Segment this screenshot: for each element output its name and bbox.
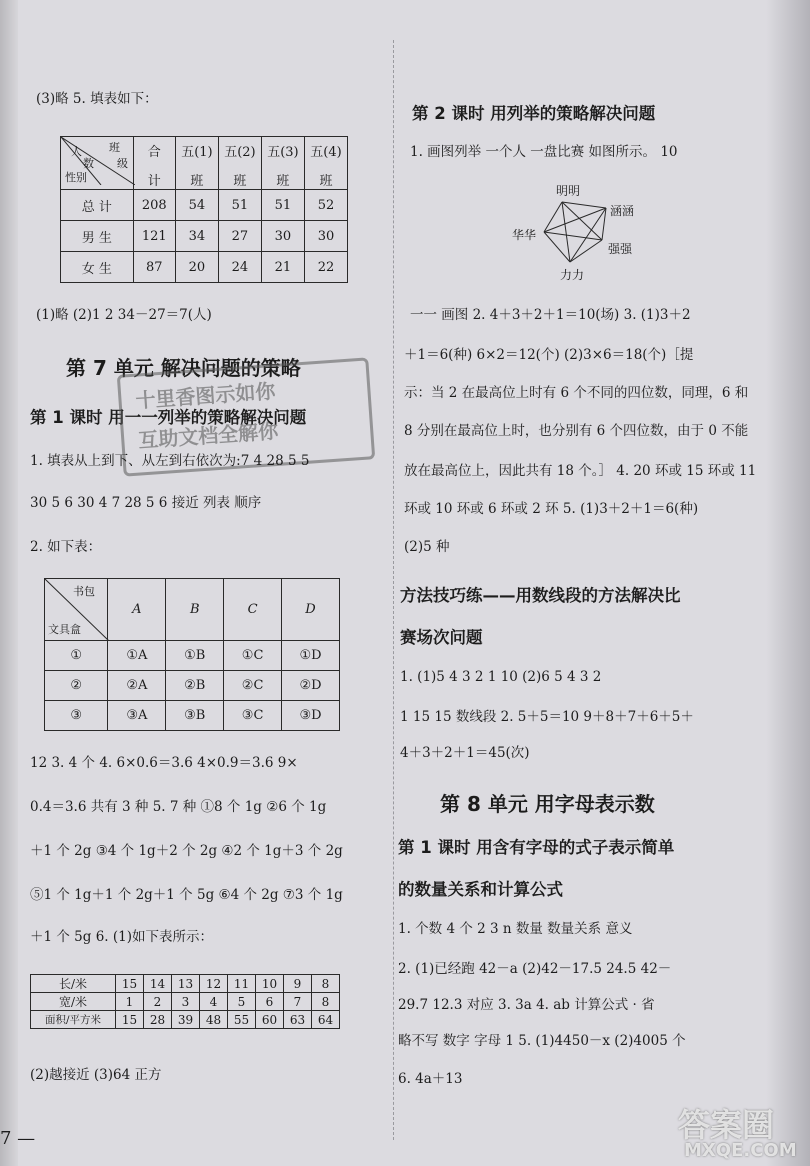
- cell: 8: [312, 975, 340, 993]
- method-heading-2: 赛场次问题: [400, 628, 483, 647]
- row-label: 长/米: [31, 975, 116, 993]
- right-line-9: 1. (1)5 4 3 2 1 10 (2)6 5 4 3 2: [400, 669, 602, 685]
- table-row: [61, 190, 348, 221]
- cell: 28: [144, 1011, 172, 1029]
- col-header-top: 五(4): [310, 145, 342, 160]
- col-header: B: [166, 579, 224, 641]
- match-diagram: [502, 178, 662, 290]
- q1-line-b: 30 5 6 30 4 7 28 5 6 接近 列表 顺序: [30, 495, 262, 511]
- node-hanhan: 涵涵: [610, 204, 635, 218]
- col-header: [304, 137, 347, 190]
- page-edge-shadow: [766, 0, 810, 1166]
- col-header-bottom: 班: [190, 174, 204, 189]
- cell: ③C: [224, 701, 282, 731]
- left-line-2: (1)略 (2)1 2 34－27＝7(人): [36, 307, 212, 323]
- unit-7-heading: 第 7 单元 解决问题的策略: [66, 356, 301, 380]
- cell: 9: [284, 975, 312, 993]
- class-table: [60, 136, 348, 283]
- corner-label: 数: [83, 157, 94, 170]
- right-line-4: 示：当 2 在最高位上时有 6 个不同的四位数，同理，6 和: [404, 385, 749, 401]
- right-line-3: ＋1＝6(种) 6×2＝12(个) (2)3×6＝18(个)［提: [404, 347, 694, 363]
- column-divider: [393, 40, 394, 1140]
- right-line-10: 1 15 15 数线段 2. 5＋5＝10 9＋8＋7＋6＋5＋: [400, 709, 694, 725]
- cell: 63: [284, 1011, 312, 1029]
- lesson-3-heading-a: 第 1 课时 用含有字母的式子表示简单: [398, 838, 675, 857]
- right-line-2: 一一 画图 2. 4＋3＋2＋1＝10(场) 3. (1)3＋2: [410, 307, 691, 323]
- stamp-line: 互助文档全解你: [137, 418, 279, 453]
- right-line-8: (2)5 种: [404, 539, 450, 555]
- col-header-top: 五(3): [267, 145, 299, 160]
- cell: ③A: [108, 701, 166, 731]
- lesson-1-heading: 第 1 课时 用一一列举的策略解决问题: [30, 408, 307, 427]
- table-row: [31, 993, 340, 1011]
- cell: ③B: [166, 701, 224, 731]
- corner-label: 人: [71, 145, 82, 158]
- cell: 8: [312, 993, 340, 1011]
- cell: 15: [116, 1011, 144, 1029]
- right-line-7: 环或 10 环或 6 环或 2 环 5. (1)3＋2＋1＝6(种): [404, 501, 699, 517]
- col-header: [261, 137, 304, 190]
- table-row: [31, 1011, 340, 1029]
- cell: 30: [261, 221, 304, 252]
- cell: 48: [200, 1011, 228, 1029]
- right-line-6: 放在最高位上，因此共有 18 个。］ 4. 20 环或 15 环或 11: [404, 463, 757, 479]
- cell: 24: [218, 252, 261, 283]
- col-header-top: 五(1): [181, 145, 213, 160]
- corner-label: 文具盒: [48, 623, 81, 636]
- cell: 20: [175, 252, 218, 283]
- corner-label: 性别: [65, 171, 87, 184]
- q2-line: 2. 如下表：: [30, 539, 102, 555]
- col-header-top: 五(2): [224, 145, 256, 160]
- left-para-3: ＋1 个 2g ③4 个 1g＋2 个 2g ④2 个 1g＋3 个 2g: [30, 843, 343, 859]
- corner-label: 级: [117, 157, 128, 170]
- col-header: [218, 137, 261, 190]
- node-mingming: 明明: [556, 184, 581, 198]
- right-line-16: 6. 4a＋13: [398, 1071, 463, 1087]
- node-lili: 力力: [560, 268, 585, 282]
- stamp-line: 十里香图示如你: [134, 378, 277, 413]
- cell: 87: [133, 252, 175, 283]
- cell: ③D: [282, 701, 340, 731]
- cell: 3: [172, 993, 200, 1011]
- class-table-corner: [61, 137, 134, 190]
- watermark-logo: [674, 1098, 804, 1164]
- row-label: ②: [45, 671, 108, 701]
- cell: 11: [228, 975, 256, 993]
- cell: 54: [175, 190, 218, 221]
- cell: 1: [116, 993, 144, 1011]
- q1-line-a: 1. 填表从上到下、从左到右依次为:7 4 28 5 5: [30, 453, 310, 469]
- cell: ②A: [108, 671, 166, 701]
- right-line-1: 1. 画图列举 一个人 一盘比赛 如图所示。 10: [410, 144, 678, 160]
- right-line-15: 略不写 数字 字母 1 5. (1)4450－x (2)4005 个: [398, 1033, 686, 1049]
- cell: 6: [256, 993, 284, 1011]
- page-fold-shadow: [0, 0, 18, 1166]
- right-line-11: 4＋3＋2＋1＝45(次): [400, 745, 530, 761]
- lesson-3-heading-b: 的数量关系和计算公式: [398, 880, 563, 899]
- row-label: 面积/平方米: [31, 1011, 116, 1029]
- cell: 51: [218, 190, 261, 221]
- col-header-bottom: 计: [147, 174, 161, 189]
- cell: 2: [144, 993, 172, 1011]
- left-para-5: ＋1 个 5g 6. (1)如下表所示：: [30, 929, 213, 945]
- cell: ①B: [166, 641, 224, 671]
- table-row: [61, 221, 348, 252]
- col-header-top: 合: [147, 145, 161, 160]
- left-line-1: (3)略 5. 填表如下：: [36, 91, 158, 107]
- lesson-2-heading: 第 2 课时 用列举的策略解决问题: [412, 104, 656, 123]
- cell: 7: [284, 993, 312, 1011]
- col-header: A: [108, 579, 166, 641]
- right-line-13: 2. (1)已经跑 42－a (2)42－17.5 24.5 42－: [398, 961, 672, 977]
- cell: 39: [172, 1011, 200, 1029]
- watermark-title: 答案圈: [678, 1106, 775, 1144]
- cell: 55: [228, 1011, 256, 1029]
- table-row: [61, 252, 348, 283]
- cell: 30: [304, 221, 347, 252]
- row-label: ③: [45, 701, 108, 731]
- cell: ①A: [108, 641, 166, 671]
- cell: 14: [144, 975, 172, 993]
- left-para-4: ⑤1 个 1g＋1 个 2g＋1 个 5g ⑥4 个 2g ⑦3 个 1g: [30, 887, 343, 903]
- row-label: 总 计: [61, 190, 134, 221]
- table-row: [31, 975, 340, 993]
- combination-table-corner: [45, 579, 108, 641]
- area-table: [30, 974, 340, 1029]
- row-label: 宽/米: [31, 993, 116, 1011]
- combination-table: [44, 578, 340, 731]
- cell: ②C: [224, 671, 282, 701]
- left-para-1: 12 3. 4 个 4. 6×0.6＝3.6 4×0.9＝3.6 9×: [30, 755, 298, 771]
- cell: 51: [261, 190, 304, 221]
- cell: 15: [116, 975, 144, 993]
- cell: ①D: [282, 641, 340, 671]
- cell: 12: [200, 975, 228, 993]
- cell: 121: [133, 221, 175, 252]
- cell: ②D: [282, 671, 340, 701]
- cell: ②B: [166, 671, 224, 701]
- cell: 208: [133, 190, 175, 221]
- cell: ①C: [224, 641, 282, 671]
- cell: 13: [172, 975, 200, 993]
- node-qiangqiang: 强强: [608, 242, 633, 256]
- left-para-2: 0.4＝3.6 共有 3 种 5. 7 种 ①8 个 1g ②6 个 1g: [30, 799, 327, 815]
- cell: 64: [312, 1011, 340, 1029]
- col-header-bottom: 班: [276, 174, 290, 189]
- corner-label: 书包: [73, 585, 95, 598]
- col-header-bottom: 班: [233, 174, 247, 189]
- cell: 22: [304, 252, 347, 283]
- row-label: ①: [45, 641, 108, 671]
- cell: 21: [261, 252, 304, 283]
- watermark-url: MXQE.COM: [684, 1140, 797, 1161]
- row-label: 女 生: [61, 252, 134, 283]
- corner-label: 班: [109, 141, 120, 154]
- cell: 52: [304, 190, 347, 221]
- cell: 10: [256, 975, 284, 993]
- right-line-12: 1. 个数 4 个 2 3 n 数量 数量关系 意义: [398, 921, 633, 937]
- table-row: [45, 701, 340, 731]
- cell: 5: [228, 993, 256, 1011]
- cell: 34: [175, 221, 218, 252]
- right-line-5: 8 分别在最高位上时，也分别有 6 个四位数，由于 0 不能: [404, 423, 749, 439]
- node-huahua: 华华: [512, 228, 537, 242]
- table-row: [45, 641, 340, 671]
- col-header-bottom: 班: [319, 174, 333, 189]
- unit-8-heading: 第 8 单元 用字母表示数: [440, 792, 655, 816]
- page-number: 7 —: [0, 1128, 36, 1149]
- cell: 60: [256, 1011, 284, 1029]
- col-header: C: [224, 579, 282, 641]
- row-label: 男 生: [61, 221, 134, 252]
- cell: 4: [200, 993, 228, 1011]
- method-heading-1: 方法技巧练——用数线段的方法解决比: [400, 586, 681, 605]
- col-header: [133, 137, 175, 190]
- right-line-14: 29.7 12.3 对应 3. 3a 4. ab 计算公式 · 省: [398, 997, 655, 1013]
- cell: 27: [218, 221, 261, 252]
- col-header: D: [282, 579, 340, 641]
- table-row: [45, 671, 340, 701]
- left-para-6: (2)越接近 (3)64 正方: [30, 1067, 162, 1083]
- col-header: [175, 137, 218, 190]
